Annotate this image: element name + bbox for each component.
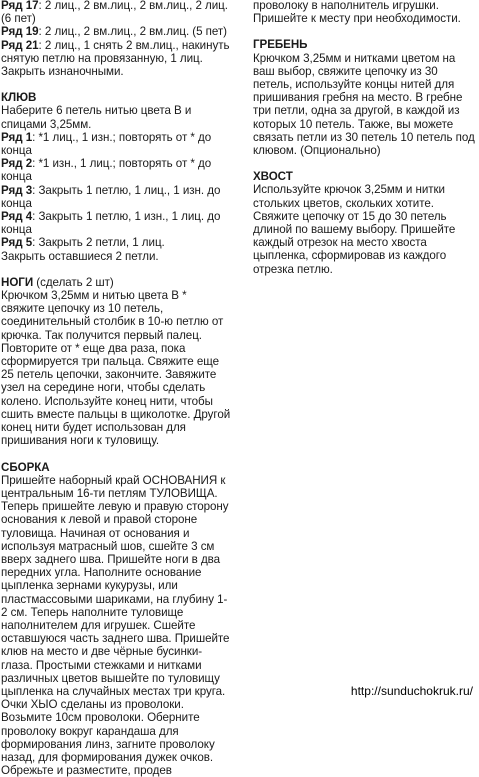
row-label: Ряд 2 bbox=[1, 157, 33, 171]
row-21 bbox=[1, 39, 232, 65]
assembly-heading: СБОРКА bbox=[1, 460, 50, 474]
legs-body: Крючком 3,25мм и нитью цвета B * свяжите цепочку из 10 петель, соединительный столбик в 10-ю петлю от крючка. Так получится первый палец. Повторите от * еще два раза, пока сформируется три пальца. Свяжите еще 25 петель цепочки, закончите. Завяжите узел на середине ноги, чтобы сделать колено. Используйте конец нити, чтобы сшить вместе пальцы в щиколотке. Другой конец нити будет использован для пришивания ноги к туловищу. bbox=[1, 289, 231, 448]
legs-note: (сделать 2 шт) bbox=[33, 275, 114, 289]
beak-row-1 bbox=[1, 131, 232, 157]
beak-heading: КЛЮВ bbox=[1, 91, 37, 105]
legs-section bbox=[1, 276, 232, 289]
row-label: Ряд 5 bbox=[1, 236, 33, 250]
row-text: : Закрыть 1 петлю, 1 лиц., 1 изн. до конца bbox=[1, 183, 221, 210]
tail-heading: ХВОСТ bbox=[253, 170, 293, 184]
beak-end: Закрыть оставшиеся 2 петли. bbox=[1, 249, 159, 263]
row-label: Ряд 21 bbox=[1, 38, 39, 52]
beak-row-4 bbox=[1, 210, 232, 236]
row-text: : 2 лиц., 2 вм.лиц., 2 вм.лиц. (5 пет) bbox=[38, 25, 227, 39]
beak-row-3 bbox=[1, 184, 232, 210]
left-column bbox=[1, 0, 232, 777]
row-19 bbox=[1, 25, 232, 38]
row-text: : Закрыть 1 петлю, 1 изн., 1 лиц. до конца bbox=[1, 210, 221, 237]
row-text: : 2 лиц., 1 снять 2 вм.лиц., накинуть снятую петлю на провязанную, 1 лиц. bbox=[1, 38, 230, 65]
row-text: : 2 лиц., 2 вм.лиц., 2 вм.лиц., 2 лиц. (6 пет) bbox=[1, 0, 228, 26]
comb-heading: ГРЕБЕНЬ bbox=[253, 38, 308, 52]
continued-text: проволоку в наполнитель игрушки. Пришейте к месту при необходимости. bbox=[253, 0, 461, 26]
watermark-url: http://sunduchokruk.ru/ bbox=[345, 682, 477, 699]
row-label: Ряд 4 bbox=[1, 210, 33, 224]
row-label: Ряд 1 bbox=[1, 130, 33, 144]
row-label: Ряд 17 bbox=[1, 0, 39, 12]
row-text: : *1 изн., 1 лиц.; повторять от * до конца bbox=[1, 157, 212, 184]
row-text: : Закрыть 2 петли, 1 лиц. bbox=[32, 236, 165, 250]
beak-row-2 bbox=[1, 157, 232, 183]
beak-intro: Наберите 6 петель нитью цвета B и спицами 3,25мм. bbox=[1, 104, 192, 131]
legs-heading: НОГИ bbox=[1, 275, 34, 289]
close-purl: Закрыть изнаночными. bbox=[1, 65, 124, 79]
comb-body: Крючком 3,25мм и нитками цветом на ваш выбор, свяжите цепочку из 30 петель, используйте концы нитей для пришивания гребня на место. В гребне три петли, одна за другой, в каждой из которых 10 петель. Также, вы можете связать петли из 30 петель 10 петель под клювом. (Опционально) bbox=[253, 51, 475, 158]
row-label: Ряд 3 bbox=[1, 183, 33, 197]
row-label: Ряд 19 bbox=[1, 25, 39, 39]
right-column bbox=[253, 0, 477, 276]
assembly-body: Пришейте наборный край ОСНОВАНИЯ к центральным 16-ти петлям ТУЛОВИЩА. Теперь пришейте левую и правую сторону основания к левой и правой стороне туловища. Начиная от основания и используя матрасный шов, сшейте 3 см вверх заднего шва. Пришейте ноги в два передних угла. Наполните основание цыпленка зернами кукурузы, или пластмассовыми шариками, на глубину 1-2 см. Теперь наполните туловище наполнителем для игрушек. Сшейте оставшуюся часть заднего шва. Пришейте клюв на место и две чёрные бусинки-глаза. Простыми стежками и нитками различных цветов вышейте по туловищу цыпленка на случайных местах три круга. Очки ХЫО сделаны из проволоки. Возьмите 10см проволоки. Оберните проволоку вокруг карандаша для формирования линз, загните проволоку назад, для формирования дужек очков. Обрежьте и разместите, продев bbox=[1, 473, 230, 777]
row-17 bbox=[1, 0, 232, 25]
beak-row-5 bbox=[1, 236, 232, 249]
tail-body: Используйте крючок 3,25мм и нитки стольких цветов, скольких хотите. Свяжите цепочку от 15 до 30 петель длиной по вашему выбору. Пришейте каждый отрезок на место хвоста цыпленка, сформировав из каждого отрезка петлю. bbox=[253, 183, 456, 276]
row-text: : *1 лиц., 1 изн.; повторять от * до конца bbox=[1, 130, 212, 158]
